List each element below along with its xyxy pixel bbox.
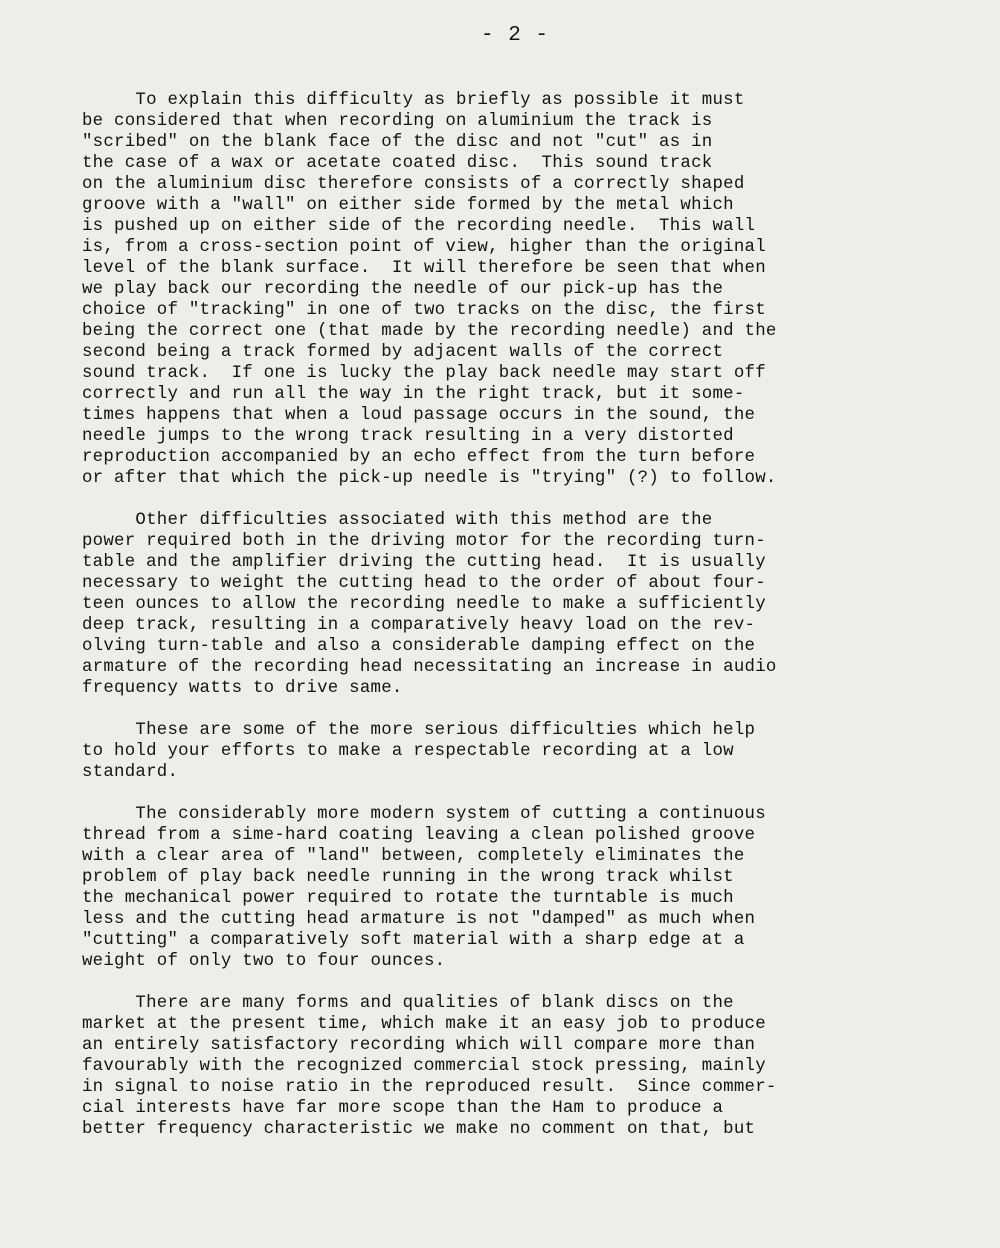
text-line: favourably with the recognized commercial stock pressing, mainly (82, 1057, 766, 1076)
text-line: reproduction accompanied by an echo effect from the turn before (82, 448, 756, 467)
text-line: To explain this difficulty as briefly as possible it must (82, 91, 745, 110)
text-line: times happens that when a loud passage occurs in the sound, the (82, 406, 756, 425)
text-line: or after that which the pick-up needle is "trying" (?) to follow. (82, 469, 777, 488)
text-line: There are many forms and qualities of blank discs on the (82, 994, 734, 1013)
text-line: problem of play back needle running in the wrong track whilst (82, 868, 734, 887)
text-line: These are some of the more serious difficulties which help (82, 721, 756, 740)
text-line: sound track. If one is lucky the play back needle may start off (82, 364, 766, 383)
paragraph-1 (82, 90, 902, 489)
text-line: second being a track formed by adjacent walls of the correct (82, 343, 724, 362)
text-line: correctly and run all the way in the right track, but it some- (82, 385, 745, 404)
text-line: armature of the recording head necessitating an increase in audio (82, 658, 777, 677)
text-line: standard. (82, 763, 179, 782)
body-text (82, 90, 902, 1161)
text-line: Other difficulties associated with this method are the (82, 511, 713, 530)
text-line: necessary to weight the cutting head to the order of about four- (82, 574, 766, 593)
text-line: table and the amplifier driving the cutting head. It is usually (82, 553, 766, 572)
text-line: is, from a cross-section point of view, higher than the original (82, 238, 766, 257)
text-line: teen ounces to allow the recording needle to make a sufficiently (82, 595, 766, 614)
text-line: the mechanical power required to rotate the turntable is much (82, 889, 734, 908)
text-line: on the aluminium disc therefore consists of a correctly shaped (82, 175, 745, 194)
text-line: The considerably more modern system of cutting a continuous (82, 805, 766, 824)
text-line: being the correct one (that made by the recording needle) and the (82, 322, 777, 341)
text-line: olving turn-table and also a considerable damping effect on the (82, 637, 756, 656)
text-line: an entirely satisfactory recording which will compare more than (82, 1036, 756, 1055)
text-line: in signal to noise ratio in the reproduced result. Since commer- (82, 1078, 777, 1097)
text-line: needle jumps to the wrong track resulting in a very distorted (82, 427, 734, 446)
text-line: better frequency characteristic we make no comment on that, but (82, 1120, 756, 1139)
text-line: less and the cutting head armature is not "damped" as much when (82, 910, 756, 929)
text-line: the case of a wax or acetate coated disc. This sound track (82, 154, 713, 173)
text-line: thread from a sime-hard coating leaving a clean polished groove (82, 826, 756, 845)
text-line: level of the blank surface. It will therefore be seen that when (82, 259, 766, 278)
text-line: with a clear area of "land" between, completely eliminates the (82, 847, 745, 866)
paragraph-4 (82, 804, 902, 972)
text-line: weight of only two to four ounces. (82, 952, 446, 971)
text-line: be considered that when recording on aluminium the track is (82, 112, 713, 131)
page-number: - 2 - (480, 24, 549, 47)
text-line: choice of "tracking" in one of two tracks on the disc, the first (82, 301, 766, 320)
paragraph-2 (82, 510, 902, 699)
text-line: we play back our recording the needle of our pick-up has the (82, 280, 724, 299)
text-line: "scribed" on the blank face of the disc and not "cut" as in (82, 133, 713, 152)
paragraph-5 (82, 993, 902, 1140)
text-line: "cutting" a comparatively soft material with a sharp edge at a (82, 931, 745, 950)
text-line: deep track, resulting in a comparatively heavy load on the rev- (82, 616, 756, 635)
text-line: to hold your efforts to make a respectable recording at a low (82, 742, 734, 761)
text-line: is pushed up on either side of the recording needle. This wall (82, 217, 756, 236)
text-line: market at the present time, which make it an easy job to produce (82, 1015, 766, 1034)
paragraph-3 (82, 720, 902, 783)
text-line: groove with a "wall" on either side formed by the metal which (82, 196, 734, 215)
text-line: power required both in the driving motor for the recording turn- (82, 532, 766, 551)
text-line: frequency watts to drive same. (82, 679, 403, 698)
text-line: cial interests have far more scope than the Ham to produce a (82, 1099, 724, 1118)
